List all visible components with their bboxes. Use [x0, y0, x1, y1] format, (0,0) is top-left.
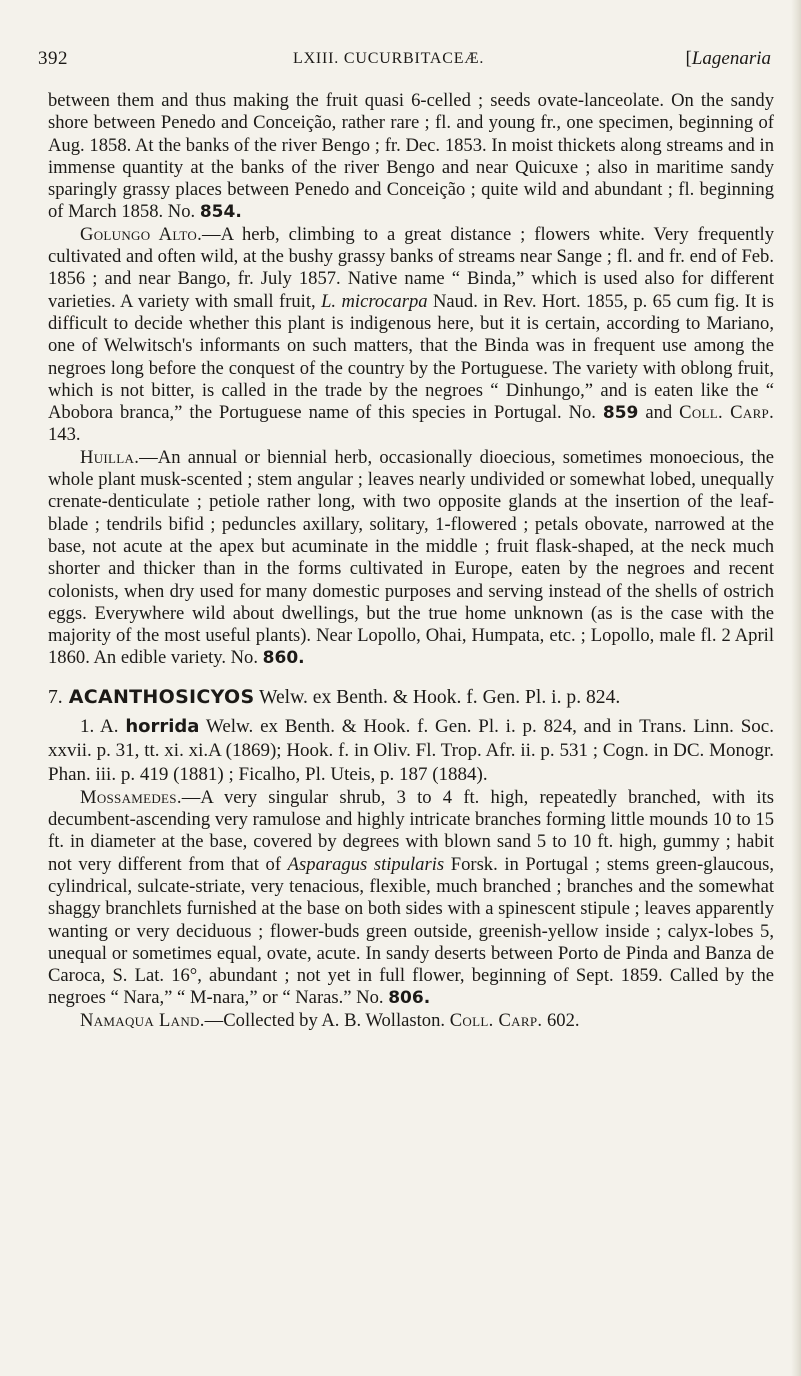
page-body	[48, 90, 774, 1032]
page-number: 392	[38, 48, 68, 69]
genus-heading	[48, 684, 774, 711]
paragraph-huilla	[48, 447, 774, 670]
paragraph-golungo-alto	[48, 224, 774, 447]
taxon-name: Asparagus stipularis	[287, 853, 445, 875]
page-header	[38, 44, 771, 74]
locality-name: Golungo Alto.	[80, 223, 203, 245]
locality-name: Huilla.	[80, 446, 140, 468]
paragraph-namaqua-land	[48, 1010, 774, 1032]
paragraph-text: —A herb, climbing to a great distance ; flowers white. Very frequently cultivated and often wild, at the bushy grassy banks of streams near Sange ; fl. and fr. end of Feb. 1856 ; and near Bango, fr. July 1857. Native name “ Binda,” which is used also for different varieties. A variety with small fruit,	[48, 223, 774, 312]
genus-running-head	[685, 48, 771, 70]
genus-number: 7.	[48, 686, 63, 708]
running-head: LXIII. CUCURBITACEÆ.	[293, 50, 485, 67]
paragraph-text: 143.	[48, 424, 81, 446]
paragraph-text: —A very singular shrub, 3 to 4 ft. high, repeatedly branched, with its decumbent-ascending very ramulose and highly intricate branches forming little mounds 10 to 15 ft. in diameter at the base, covered by degrees with blown sand 5 to 10 ft. high, gummy ; habit not very different from that of	[48, 786, 774, 875]
collection-name: Coll. Carp.	[679, 402, 775, 424]
genus-bracket: [	[685, 48, 692, 69]
species-name: horrida	[125, 715, 200, 737]
paragraph-text: —An annual or biennial herb, occasionally dioecious, sometimes monoecious, the whole plant musk-scented ; stem angular ; leaves nearly undivided or somewhat lobed, unequally crenate-denticulate ; petiole rather long, with two opposite glands at the insertion of the leaf-blade ; tendrils bifid ; peduncles axillary, solitary, 1-flowered ; petals obovate, narrowed at the base, not acute at the apex but acuminate in the middle ; fruit flask-shaped, at the neck much shorter and thicker than in the forms cultivated in Europe, eaten by the negroes and recent colonists, when dry used for many domestic purposes and serving instead of the shells of ostrich eggs. Everywhere wild about dwellings, but the true home unknown (as is the case with the majority of the most useful plants). Near Lopollo, Ohai, Humpata, etc. ; Lopollo, male fl. 2 April 1860. An edible variety. No.	[48, 446, 774, 669]
collection-name: Coll. Carp.	[449, 1009, 543, 1031]
paragraph-text: Forsk. in Portugal ; stems green-glaucous, cylindrical, sulcate-striate, very tenacious, flexible, much branched ; branches and the somewhat shaggy branchlets furnished at the base on both sides with a spinescent stipule ; leaves apparently wanting or very deciduous ; flower-buds green outside, greenish-yellow inside ; calyx-lobes 5, unequal or sometimes equal, ovate, acute. In sandy deserts between Porto de Pinda and Banza de Caroca, S. Lat. 16°, abundant ; not yet in full flower, beginning of Sept. 1859. Called by the negroes “ Nara,” “ M-nara,” or “ Naras.” No.	[48, 853, 775, 1009]
paragraph-continuation	[48, 90, 774, 224]
paragraph-text: between them and thus making the fruit quasi 6-celled ; seeds ovate-lanceolate. On the sandy shore between Penedo and Conceição, rather rare ; fl. and young fr., one specimen, beginning of Aug. 1858. At the banks of the river Bengo ; fr. Dec. 1853. In moist thickets along streams and in immense quantity at the banks of the river Bengo and near Quicuxe ; also in maritime sandy sparingly grassy places between Penedo and Conceição ; quite wild and abundant ; fl. beginning of March 1858. No.	[48, 90, 774, 223]
paragraph-text: Naud. in Rev. Hort. 1855, p. 65 cum fig. It is difficult to decide whether this plant is indigenous here, but it is certain, according to Mariano, one of Welwitsch's informants on such matters, that the Binda was in frequent use among the negroes long before the conquest of the country by the Portuguese. The variety with oblong fruit, which is not bitter, is called in the trade by the negroes “ Dinhungo,” and is eaten like the “ Abobora branca,” the Portuguese name of this species in Portugal. No.	[48, 290, 774, 424]
specimen-number: 854.	[199, 202, 242, 223]
locality-name: Namaqua Land.	[80, 1009, 205, 1031]
paragraph-text: and	[645, 402, 673, 424]
taxon-name: L. microcarpa	[321, 290, 428, 312]
paragraph-mossamedes	[48, 787, 774, 1010]
paragraph-text: 602.	[546, 1009, 580, 1031]
locality-name: Mossamedes.	[80, 786, 182, 808]
species-heading	[48, 715, 774, 787]
paragraph-text: —Collected by A. B. Wollaston.	[204, 1009, 446, 1031]
specimen-number: 806.	[388, 988, 431, 1009]
specimen-number: 859	[602, 403, 639, 424]
species-number: 1. A.	[80, 715, 119, 737]
genus-authority: Welw. ex Benth. & Hook. f. Gen. Pl. i. p. 824.	[259, 686, 621, 708]
genus-name: ACANTHOSICYOS	[68, 685, 255, 708]
species-authority: Welw. ex Benth. & Hook. f. Gen. Pl. i. p. 824, and in Trans. Linn. Soc. xxvii. p. 31, tt. xi. xi.A (1869); Hook. f. in Oliv. Fl. Trop. Afr. ii. p. 531 ; Cogn. in DC. Monogr. Phan. iii. p. 419 (1881) ; Ficalho, Pl. Uteis, p. 187 (1884).	[48, 715, 774, 785]
page-edge-shadow	[791, 0, 801, 1376]
specimen-number: 860.	[262, 648, 305, 669]
genus-running-name: Lagenaria	[691, 48, 771, 69]
